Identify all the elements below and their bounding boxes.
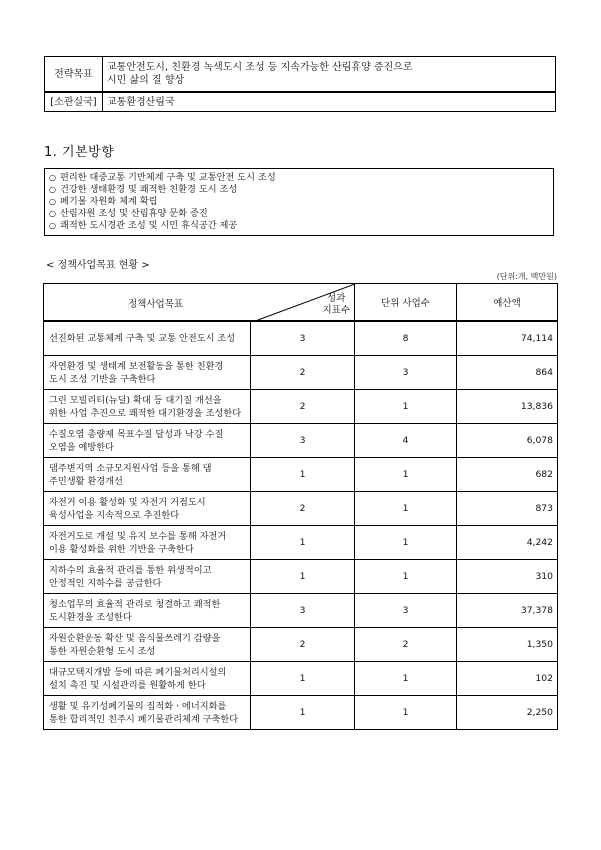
policy-goals-table [43, 283, 558, 730]
bullet-icon: ○ [49, 209, 56, 218]
bullet-icon: ○ [49, 221, 56, 230]
goal-line-2: 육성사업을 지속적으로 추진한다 [49, 509, 180, 521]
header-programs: 단위 사업수 [355, 284, 457, 322]
header-kpi-top: 성과 [327, 293, 346, 304]
budget-cell: 6,078 [457, 424, 558, 458]
header-budget: 예산액 [457, 284, 558, 322]
goal-cell [44, 696, 251, 730]
program-count-cell: 1 [355, 492, 457, 526]
goal-line-2: 주민생활 환경개선 [49, 475, 123, 487]
goal-line-1: 그린 모빌리티(뉴딜) 확대 등 대기질 개선을 [49, 394, 222, 406]
goal-cell [44, 560, 251, 594]
direction-text: 쾌적한 도시경관 조성 및 시민 휴식공간 제공 [60, 220, 238, 231]
goal-line-1: 생활 및 유기성폐기물의 집적화ㆍ에너지화를 [49, 700, 227, 712]
program-count-cell: 3 [355, 356, 457, 390]
goal-line-1: 자전거 이용 활성화 및 자전거 거점도시 [49, 496, 206, 508]
kpi-count-cell: 2 [251, 628, 355, 662]
kpi-count-cell: 3 [251, 424, 355, 458]
goal-line-1: 선진화된 교통체계 구축 및 교통 안전도시 조성 [49, 333, 236, 344]
kpi-count-cell: 1 [251, 696, 355, 730]
directions-box [44, 168, 554, 236]
goal-cell [44, 458, 251, 492]
direction-text: 건강한 생태환경 및 쾌적한 친환경 도시 조성 [60, 184, 238, 195]
budget-cell: 682 [457, 458, 558, 492]
bullet-icon: ○ [49, 173, 56, 182]
table-header-row [44, 284, 558, 322]
bullet-icon: ○ [49, 197, 56, 206]
goal-line-2: 이용 활성화를 위한 기반을 구축한다 [49, 543, 194, 555]
direction-text: 편리한 대중교통 기반체계 구축 및 교통안전 도시 조성 [60, 172, 276, 183]
kpi-count-cell: 1 [251, 560, 355, 594]
table-row [44, 560, 558, 594]
goal-cell [44, 424, 251, 458]
section-title: 1. 기본방향 [44, 145, 115, 160]
table-row [44, 526, 558, 560]
goal-line-2: 통한 자원순환형 도시 조성 [49, 645, 156, 657]
strategy-line-2: 시민 삶의 질 향상 [107, 75, 185, 86]
table-row [44, 356, 558, 390]
budget-cell: 873 [457, 492, 558, 526]
program-count-cell: 1 [355, 696, 457, 730]
budget-cell: 37,378 [457, 594, 558, 628]
bullet-icon: ○ [49, 185, 56, 194]
goal-cell [44, 321, 251, 356]
program-count-cell: 1 [355, 560, 457, 594]
strategy-label: 전략목표 [45, 57, 103, 93]
goal-line-2: 도시 조성 기반을 구축한다 [49, 373, 156, 385]
goal-line-1: 수질오염 총량제 목표수질 달성과 낙강 수질 [49, 428, 224, 440]
program-count-cell: 1 [355, 390, 457, 424]
header-diagonal-line [44, 284, 355, 320]
goal-line-1: 자전거도로 개설 및 유지 보수를 통해 자전거 [49, 530, 227, 542]
direction-item [49, 172, 549, 184]
goal-line-2: 도시환경을 조성한다 [49, 611, 132, 623]
kpi-count-cell: 2 [251, 492, 355, 526]
header-goal-kpi-cell [44, 284, 355, 322]
program-count-cell: 3 [355, 594, 457, 628]
program-count-cell: 1 [355, 526, 457, 560]
budget-cell: 1,350 [457, 628, 558, 662]
table-row [44, 390, 558, 424]
goal-line-1: 자연환경 및 생태계 보전활동을 통한 친환경 [49, 360, 224, 372]
table-unit: (단위:개, 백만원) [496, 272, 557, 281]
direction-item [49, 220, 549, 232]
table-row [44, 458, 558, 492]
strategy-value [103, 57, 556, 93]
goal-cell [44, 356, 251, 390]
kpi-count-cell: 3 [251, 594, 355, 628]
direction-item [49, 184, 549, 196]
kpi-count-cell: 1 [251, 662, 355, 696]
header-kpi [322, 293, 350, 317]
direction-text: 폐기물 자원화 체계 확립 [60, 196, 158, 207]
budget-cell: 74,114 [457, 321, 558, 356]
goal-cell [44, 662, 251, 696]
direction-item [49, 208, 549, 220]
goal-cell [44, 594, 251, 628]
kpi-count-cell: 2 [251, 390, 355, 424]
strategy-line-1: 교통안전도시, 친환경 녹색도시 조성 등 지속가능한 산림휴양 증진으로 [107, 62, 413, 73]
goal-cell [44, 492, 251, 526]
budget-cell: 864 [457, 356, 558, 390]
table-row [44, 628, 558, 662]
goal-line-2: 설치 촉진 및 시설관리를 원활하게 한다 [49, 679, 206, 691]
goal-line-2: 오염을 예방한다 [49, 441, 115, 453]
budget-cell: 102 [457, 662, 558, 696]
kpi-count-cell: 1 [251, 458, 355, 492]
program-count-cell: 1 [355, 662, 457, 696]
goal-cell [44, 628, 251, 662]
program-count-cell: 1 [355, 458, 457, 492]
dept-value: 교통환경산림국 [103, 92, 556, 112]
goal-line-2: 안정적인 지하수를 공급한다 [49, 577, 162, 589]
table-row [44, 424, 558, 458]
dept-label: [소관실국] [45, 92, 103, 112]
direction-text: 산림자원 조성 및 산림휴양 문화 증진 [60, 208, 208, 219]
budget-cell: 13,836 [457, 390, 558, 424]
program-count-cell: 8 [355, 321, 457, 356]
goal-line-2: 위한 사업 추진으로 쾌적한 대기환경을 조성한다 [49, 407, 242, 419]
direction-item [49, 196, 549, 208]
table-row [44, 696, 558, 730]
kpi-count-cell: 3 [251, 321, 355, 356]
header-goal: 정책사업목표 [128, 299, 184, 310]
budget-cell: 310 [457, 560, 558, 594]
kpi-count-cell: 2 [251, 356, 355, 390]
goal-cell [44, 390, 251, 424]
budget-cell: 4,242 [457, 526, 558, 560]
strategy-header-table [44, 56, 556, 112]
table-row [44, 321, 558, 356]
table-row [44, 662, 558, 696]
header-kpi-bottom: 지표수 [322, 305, 350, 316]
table-row [44, 594, 558, 628]
goal-line-1: 댐주변지역 소규모지원사업 등을 통해 댐 [49, 462, 212, 474]
goal-line-1: 자원순환운동 확산 및 음식물쓰레기 감량을 [49, 632, 221, 644]
table-title: < 정책사업목표 현황 > [46, 260, 150, 271]
program-count-cell: 4 [355, 424, 457, 458]
goal-line-1: 지하수의 효율적 관리를 통한 위생적이고 [49, 564, 212, 576]
budget-cell: 2,250 [457, 696, 558, 730]
table-row [44, 492, 558, 526]
goal-line-1: 대규모택지개발 등에 따른 폐기물처리시설의 [49, 666, 227, 678]
goal-line-1: 청소업무의 효율적 관리로 청결하고 쾌적한 [49, 598, 221, 610]
goal-cell [44, 526, 251, 560]
kpi-count-cell: 1 [251, 526, 355, 560]
goal-line-2: 통한 합리적인 친주시 폐기물관리체계 구축한다 [49, 713, 239, 725]
program-count-cell: 2 [355, 628, 457, 662]
